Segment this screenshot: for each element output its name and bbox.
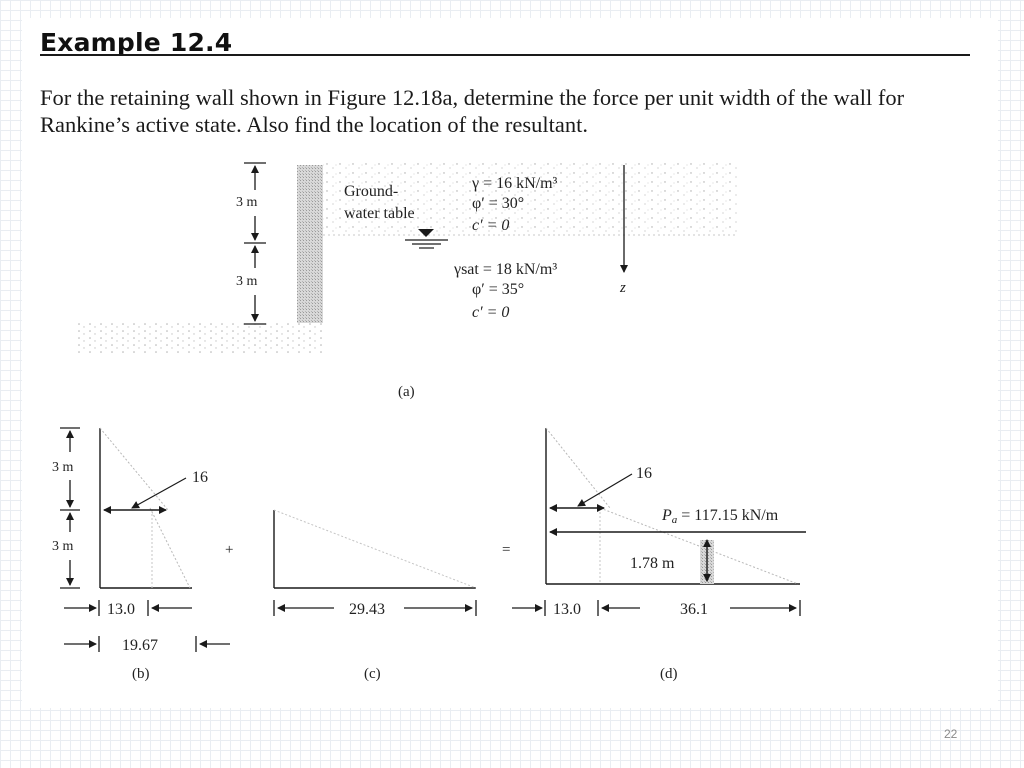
plus-sign: + xyxy=(225,542,234,558)
page-number: 22 xyxy=(944,727,958,741)
resultant-location-label: 1.78 m xyxy=(630,555,675,572)
figure-a xyxy=(74,163,738,400)
bottom-layer-cohesion: c′ = 0 xyxy=(472,304,510,321)
equals-sign: = xyxy=(502,542,511,558)
figure-d xyxy=(502,428,806,682)
retaining-wall xyxy=(297,165,323,323)
problem-statement: For the retaining wall shown in Figure 12.18a, determine the force per unit width of the wall for Rankine’s active state. Also find the location of the resultant. xyxy=(40,85,905,137)
dim-d-13: 13.0 xyxy=(553,601,581,618)
depth-label-bottom: 3 m xyxy=(236,274,258,289)
bottom-layer-unit-weight: γsat = 18 kN/m³ xyxy=(454,261,558,278)
pressure-value-d: 16 xyxy=(636,465,652,482)
bottom-layer-friction-angle: φ′ = 35° xyxy=(472,281,525,298)
pressure-line-d-upper xyxy=(546,428,610,508)
height-dimension-b xyxy=(60,428,80,588)
figure-b xyxy=(52,428,230,682)
pressure-leader-b xyxy=(132,478,186,508)
foundation-ground xyxy=(74,322,324,354)
resultant-force-label: Pa = 117.15 kN/m xyxy=(662,507,779,526)
groundwater-label-line2: water table xyxy=(344,205,415,222)
caption-b: (b) xyxy=(132,666,150,682)
dim-b-19-67: 19.67 xyxy=(122,637,158,654)
groundwater-label-line1: Ground- xyxy=(344,183,399,200)
top-layer-unit-weight: γ = 16 kN/m³ xyxy=(472,175,558,192)
top-layer-cohesion: c′ = 0 xyxy=(472,217,510,234)
caption-c: (c) xyxy=(364,666,381,682)
caption-a: (a) xyxy=(398,384,415,400)
pressure-value-b: 16 xyxy=(192,469,208,486)
figure-c xyxy=(225,510,476,682)
height-dimension-a xyxy=(244,163,266,324)
dim-b-13: 13.0 xyxy=(107,601,135,618)
depth-label-b-top: 3 m xyxy=(52,460,74,475)
depth-label-top: 3 m xyxy=(236,195,258,210)
depth-axis-label: z xyxy=(620,280,626,296)
dim-d-36-1: 36.1 xyxy=(680,601,708,618)
dim-c-29-43: 29.43 xyxy=(349,601,385,618)
pressure-line-b-lower xyxy=(150,508,190,588)
top-layer-friction-angle: φ′ = 30° xyxy=(472,195,525,212)
pressure-line-b-upper xyxy=(100,428,168,510)
caption-d: (d) xyxy=(660,666,678,682)
slide-title: Example 12.4 xyxy=(40,28,233,57)
depth-label-b-bottom: 3 m xyxy=(52,539,74,554)
pore-pressure-line xyxy=(274,510,476,588)
